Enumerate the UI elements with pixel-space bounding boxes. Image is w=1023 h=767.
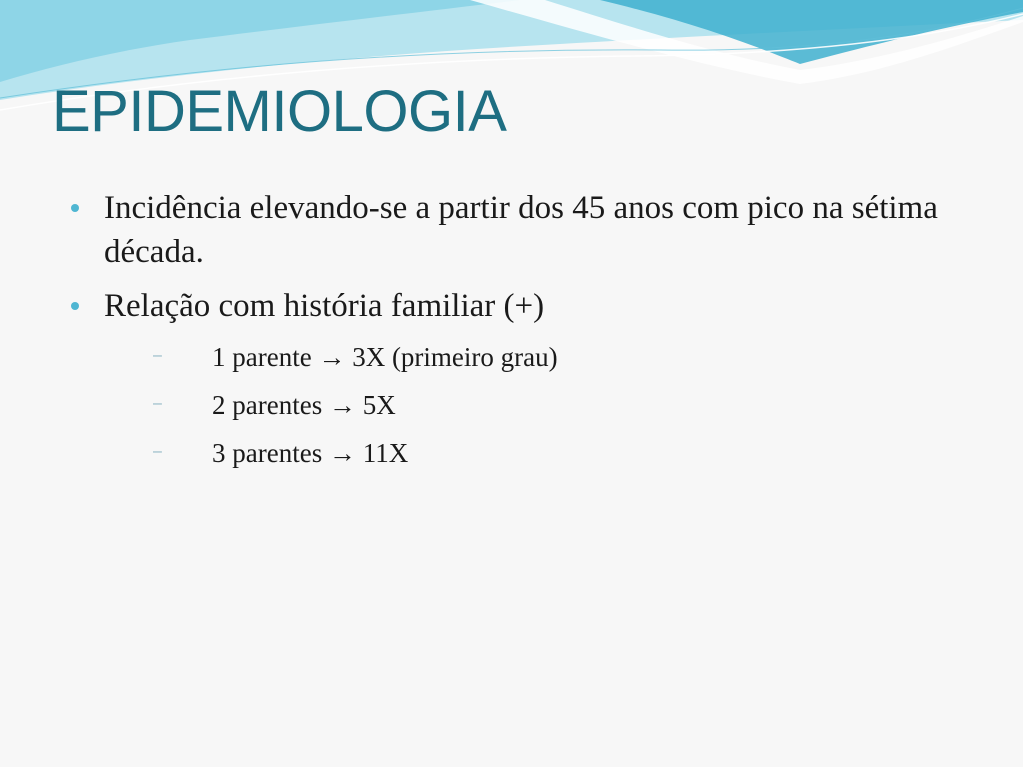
bullet-text: Relação com história familiar (+): [104, 288, 545, 324]
bullet-dot-icon: [71, 302, 79, 310]
bullet-text: Incidência elevando-se a partir dos 45 anos com pico na sétima década.: [104, 190, 938, 270]
sub-bullet-item-1: [153, 339, 972, 375]
sub-bullet-text: 1 parente → 3X (primeiro grau): [212, 342, 558, 372]
sub-bullet-text: 3 parentes → 11X: [212, 438, 409, 468]
bullet-item-incidence: [104, 186, 984, 274]
dash-marker: –: [153, 347, 162, 364]
bullet-item-family-history: [104, 284, 984, 328]
bullet-dot-icon: [71, 204, 79, 212]
sub-bullet-item-2: [153, 387, 972, 423]
sub-bullet-text: 2 parentes → 5X: [212, 390, 396, 420]
slide-title: EPIDEMIOLOGIA: [52, 79, 507, 144]
dash-marker: –: [153, 443, 162, 460]
sub-bullet-item-3: [153, 435, 972, 471]
dash-marker: –: [153, 395, 162, 412]
